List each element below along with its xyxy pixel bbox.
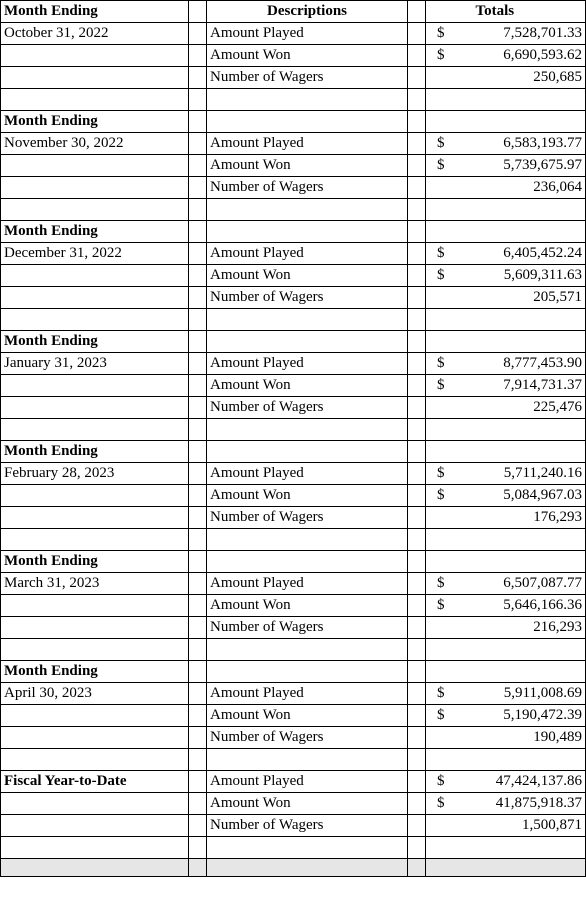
month-ending-label: Month Ending <box>1 111 189 133</box>
gap-cell <box>189 463 207 485</box>
gap-cell <box>189 287 207 309</box>
currency-symbol: $ <box>426 573 456 595</box>
currency-symbol: $ <box>426 45 456 67</box>
fytd-amount-played-value: 47,424,137.86 <box>456 771 586 793</box>
gap-cell <box>189 265 207 287</box>
period-date: April 30, 2023 <box>1 683 189 705</box>
data-row-won <box>1 485 586 507</box>
amount-won-label: Amount Won <box>207 793 408 815</box>
empty-cell <box>426 67 456 89</box>
empty-cell <box>207 639 408 661</box>
blank-row <box>1 199 586 221</box>
amount-won-value: 5,646,166.36 <box>456 595 586 617</box>
empty-cell <box>456 331 586 353</box>
empty-cell <box>1 45 189 67</box>
currency-symbol: $ <box>426 375 456 397</box>
gap-cell <box>408 221 426 243</box>
gap-cell <box>408 287 426 309</box>
currency-symbol: $ <box>426 683 456 705</box>
number-of-wagers-value: 205,571 <box>456 287 586 309</box>
blank-row <box>1 309 586 331</box>
empty-cell <box>207 837 408 859</box>
empty-cell <box>1 529 189 551</box>
data-row-won <box>1 45 586 67</box>
empty-cell <box>1 617 189 639</box>
gap-cell <box>408 133 426 155</box>
empty-cell <box>426 639 456 661</box>
empty-cell <box>426 111 456 133</box>
gap-cell <box>408 441 426 463</box>
data-row-played <box>1 573 586 595</box>
empty-cell <box>1 287 189 309</box>
blank-row <box>1 529 586 551</box>
empty-cell <box>1 397 189 419</box>
gap-cell <box>189 639 207 661</box>
header-currency <box>426 1 456 23</box>
empty-cell <box>426 441 456 463</box>
amount-won-label: Amount Won <box>207 375 408 397</box>
gap-cell <box>408 67 426 89</box>
gap-cell <box>408 89 426 111</box>
empty-cell <box>207 441 408 463</box>
gap-cell <box>189 683 207 705</box>
gap-cell <box>189 573 207 595</box>
empty-cell <box>426 177 456 199</box>
gap-cell <box>408 639 426 661</box>
gap-cell <box>189 243 207 265</box>
empty-cell <box>456 89 586 111</box>
section-label-row <box>1 551 586 573</box>
empty-cell <box>426 287 456 309</box>
month-ending-label: Month Ending <box>1 221 189 243</box>
blank-row <box>1 89 586 111</box>
number-of-wagers-label: Number of Wagers <box>207 287 408 309</box>
gap-cell <box>408 1 426 23</box>
empty-cell <box>456 221 586 243</box>
empty-cell <box>1 485 189 507</box>
empty-cell <box>456 859 586 877</box>
gap-cell <box>408 331 426 353</box>
number-of-wagers-value: 216,293 <box>456 617 586 639</box>
gap-cell <box>408 573 426 595</box>
gap-cell <box>189 177 207 199</box>
period-date: December 31, 2022 <box>1 243 189 265</box>
data-row-won <box>1 265 586 287</box>
section-label-row <box>1 111 586 133</box>
empty-cell <box>426 331 456 353</box>
amount-played-value: 8,777,453.90 <box>456 353 586 375</box>
period-date: January 31, 2023 <box>1 353 189 375</box>
gap-cell <box>189 485 207 507</box>
empty-cell <box>1 89 189 111</box>
empty-cell <box>207 551 408 573</box>
empty-cell <box>426 661 456 683</box>
amount-played-label: Amount Played <box>207 463 408 485</box>
amount-played-label: Amount Played <box>207 133 408 155</box>
empty-cell <box>456 661 586 683</box>
gap-cell <box>189 375 207 397</box>
section-label-row <box>1 661 586 683</box>
data-row-played <box>1 133 586 155</box>
data-row-wagers <box>1 287 586 309</box>
number-of-wagers-value: 250,685 <box>456 67 586 89</box>
number-of-wagers-label: Number of Wagers <box>207 177 408 199</box>
gap-cell <box>408 309 426 331</box>
empty-cell <box>426 419 456 441</box>
gap-cell <box>189 793 207 815</box>
gap-cell <box>189 23 207 45</box>
empty-cell <box>456 111 586 133</box>
gap-cell <box>408 199 426 221</box>
amount-won-value: 7,914,731.37 <box>456 375 586 397</box>
gap-cell <box>408 727 426 749</box>
empty-cell <box>207 419 408 441</box>
amount-played-value: 7,528,701.33 <box>456 23 586 45</box>
empty-cell <box>207 331 408 353</box>
data-row-won <box>1 595 586 617</box>
gap-cell <box>408 353 426 375</box>
gap-cell <box>189 111 207 133</box>
currency-symbol: $ <box>426 243 456 265</box>
empty-cell <box>426 199 456 221</box>
empty-cell <box>426 815 456 837</box>
data-row-wagers <box>1 397 586 419</box>
gap-cell <box>189 1 207 23</box>
gap-cell <box>408 705 426 727</box>
data-row-wagers <box>1 617 586 639</box>
blank-row <box>1 419 586 441</box>
amount-played-label: Amount Played <box>207 353 408 375</box>
empty-cell <box>456 749 586 771</box>
amount-won-label: Amount Won <box>207 45 408 67</box>
empty-cell <box>1 595 189 617</box>
currency-symbol: $ <box>426 155 456 177</box>
gap-cell <box>189 45 207 67</box>
empty-cell <box>426 309 456 331</box>
empty-cell <box>426 859 456 877</box>
period-date: February 28, 2023 <box>1 463 189 485</box>
empty-cell <box>426 749 456 771</box>
empty-cell <box>1 67 189 89</box>
empty-cell <box>426 837 456 859</box>
data-row-played <box>1 463 586 485</box>
empty-cell <box>1 815 189 837</box>
gap-cell <box>189 331 207 353</box>
empty-cell <box>207 309 408 331</box>
data-row-wagers <box>1 67 586 89</box>
fytd-amount-won-value: 41,875,918.37 <box>456 793 586 815</box>
month-ending-label: Month Ending <box>1 661 189 683</box>
amount-won-label: Amount Won <box>207 595 408 617</box>
empty-cell <box>1 837 189 859</box>
empty-cell <box>426 551 456 573</box>
currency-symbol: $ <box>426 771 456 793</box>
amount-played-label: Amount Played <box>207 683 408 705</box>
month-ending-label: Month Ending <box>1 441 189 463</box>
gap-cell <box>408 111 426 133</box>
empty-cell <box>1 859 189 877</box>
gap-cell <box>189 815 207 837</box>
number-of-wagers-value: 236,064 <box>456 177 586 199</box>
gap-cell <box>408 463 426 485</box>
data-row-played <box>1 23 586 45</box>
data-row-played <box>1 683 586 705</box>
number-of-wagers-label: Number of Wagers <box>207 397 408 419</box>
currency-symbol: $ <box>426 353 456 375</box>
empty-cell <box>456 551 586 573</box>
gap-cell <box>189 705 207 727</box>
blank-row <box>1 859 586 877</box>
gap-cell <box>408 23 426 45</box>
amount-won-value: 6,690,593.62 <box>456 45 586 67</box>
empty-cell <box>426 507 456 529</box>
header-row <box>1 1 586 23</box>
data-row-wagers <box>1 727 586 749</box>
currency-symbol: $ <box>426 133 456 155</box>
currency-symbol: $ <box>426 793 456 815</box>
fiscal-year-to-date-label: Fiscal Year-to-Date <box>1 771 189 793</box>
empty-cell <box>456 309 586 331</box>
gap-cell <box>189 397 207 419</box>
number-of-wagers-value: 225,476 <box>456 397 586 419</box>
empty-cell <box>207 859 408 877</box>
gap-cell <box>189 595 207 617</box>
gap-cell <box>408 529 426 551</box>
gap-cell <box>408 617 426 639</box>
gap-cell <box>408 419 426 441</box>
fytd-number-of-wagers-value: 1,500,871 <box>456 815 586 837</box>
empty-cell <box>456 419 586 441</box>
currency-symbol: $ <box>426 23 456 45</box>
amount-won-label: Amount Won <box>207 705 408 727</box>
fytd-row-played <box>1 771 586 793</box>
number-of-wagers-label: Number of Wagers <box>207 67 408 89</box>
gap-cell <box>189 309 207 331</box>
empty-cell <box>1 507 189 529</box>
empty-cell <box>207 749 408 771</box>
period-date: November 30, 2022 <box>1 133 189 155</box>
fytd-row-wagers <box>1 815 586 837</box>
amount-won-label: Amount Won <box>207 265 408 287</box>
empty-cell <box>1 177 189 199</box>
empty-cell <box>207 111 408 133</box>
empty-cell <box>1 155 189 177</box>
amount-played-label: Amount Played <box>207 573 408 595</box>
gap-cell <box>189 221 207 243</box>
data-row-won <box>1 375 586 397</box>
gap-cell <box>189 617 207 639</box>
currency-symbol: $ <box>426 485 456 507</box>
header-month-ending: Month Ending <box>1 1 189 23</box>
empty-cell <box>426 89 456 111</box>
empty-cell <box>207 199 408 221</box>
amount-played-value: 6,405,452.24 <box>456 243 586 265</box>
amount-won-label: Amount Won <box>207 155 408 177</box>
gap-cell <box>189 199 207 221</box>
gap-cell <box>189 551 207 573</box>
gap-cell <box>408 375 426 397</box>
empty-cell <box>207 89 408 111</box>
month-ending-label: Month Ending <box>1 331 189 353</box>
data-row-won <box>1 705 586 727</box>
gap-cell <box>189 441 207 463</box>
currency-symbol: $ <box>426 265 456 287</box>
section-label-row <box>1 221 586 243</box>
period-date: March 31, 2023 <box>1 573 189 595</box>
gap-cell <box>189 353 207 375</box>
gap-cell <box>189 89 207 111</box>
number-of-wagers-value: 190,489 <box>456 727 586 749</box>
number-of-wagers-label: Number of Wagers <box>207 507 408 529</box>
blank-row <box>1 749 586 771</box>
gap-cell <box>189 133 207 155</box>
gap-cell <box>189 529 207 551</box>
amount-played-value: 5,711,240.16 <box>456 463 586 485</box>
data-row-played <box>1 353 586 375</box>
currency-symbol: $ <box>426 595 456 617</box>
amount-won-value: 5,739,675.97 <box>456 155 586 177</box>
gap-cell <box>189 837 207 859</box>
empty-cell <box>1 793 189 815</box>
empty-cell <box>426 727 456 749</box>
gap-cell <box>408 815 426 837</box>
gap-cell <box>408 749 426 771</box>
empty-cell <box>1 639 189 661</box>
empty-cell <box>426 221 456 243</box>
currency-symbol: $ <box>426 463 456 485</box>
empty-cell <box>207 529 408 551</box>
number-of-wagers-label: Number of Wagers <box>207 727 408 749</box>
gap-cell <box>408 837 426 859</box>
header-totals: Totals <box>456 1 586 23</box>
empty-cell <box>426 397 456 419</box>
period-date: October 31, 2022 <box>1 23 189 45</box>
gap-cell <box>408 595 426 617</box>
gap-cell <box>189 155 207 177</box>
empty-cell <box>1 199 189 221</box>
amount-played-value: 6,583,193.77 <box>456 133 586 155</box>
amount-played-label: Amount Played <box>207 771 408 793</box>
gap-cell <box>189 661 207 683</box>
gap-cell <box>408 507 426 529</box>
number-of-wagers-value: 176,293 <box>456 507 586 529</box>
gap-cell <box>189 749 207 771</box>
empty-cell <box>456 441 586 463</box>
number-of-wagers-label: Number of Wagers <box>207 815 408 837</box>
amount-played-label: Amount Played <box>207 243 408 265</box>
number-of-wagers-label: Number of Wagers <box>207 617 408 639</box>
empty-cell <box>1 265 189 287</box>
empty-cell <box>456 639 586 661</box>
blank-row <box>1 837 586 859</box>
currency-symbol: $ <box>426 705 456 727</box>
fytd-row-won <box>1 793 586 815</box>
gap-cell <box>408 243 426 265</box>
gap-cell <box>189 859 207 877</box>
amount-played-label: Amount Played <box>207 23 408 45</box>
gap-cell <box>189 67 207 89</box>
gap-cell <box>408 771 426 793</box>
gap-cell <box>408 177 426 199</box>
gap-cell <box>408 551 426 573</box>
empty-cell <box>207 661 408 683</box>
gap-cell <box>189 419 207 441</box>
empty-cell <box>207 221 408 243</box>
empty-cell <box>1 749 189 771</box>
amount-played-value: 6,507,087.77 <box>456 573 586 595</box>
empty-cell <box>1 705 189 727</box>
gap-cell <box>408 661 426 683</box>
header-descriptions: Descriptions <box>207 1 408 23</box>
empty-cell <box>426 529 456 551</box>
table-body <box>1 1 586 877</box>
empty-cell <box>456 529 586 551</box>
gap-cell <box>189 771 207 793</box>
gap-cell <box>408 45 426 67</box>
empty-cell <box>456 837 586 859</box>
gap-cell <box>408 683 426 705</box>
amount-won-value: 5,609,311.63 <box>456 265 586 287</box>
data-row-played <box>1 243 586 265</box>
amount-won-value: 5,190,472.39 <box>456 705 586 727</box>
empty-cell <box>1 375 189 397</box>
gap-cell <box>189 727 207 749</box>
empty-cell <box>1 727 189 749</box>
empty-cell <box>456 199 586 221</box>
gap-cell <box>408 485 426 507</box>
blank-row <box>1 639 586 661</box>
gap-cell <box>408 265 426 287</box>
gap-cell <box>408 397 426 419</box>
gap-cell <box>189 507 207 529</box>
month-ending-label: Month Ending <box>1 551 189 573</box>
empty-cell <box>426 617 456 639</box>
gap-cell <box>408 859 426 877</box>
amount-won-value: 5,084,967.03 <box>456 485 586 507</box>
empty-cell <box>1 419 189 441</box>
section-label-row <box>1 441 586 463</box>
amount-won-label: Amount Won <box>207 485 408 507</box>
gap-cell <box>408 793 426 815</box>
empty-cell <box>1 309 189 331</box>
section-label-row <box>1 331 586 353</box>
data-row-wagers <box>1 507 586 529</box>
gap-cell <box>408 155 426 177</box>
data-row-wagers <box>1 177 586 199</box>
amount-played-value: 5,911,008.69 <box>456 683 586 705</box>
data-row-won <box>1 155 586 177</box>
